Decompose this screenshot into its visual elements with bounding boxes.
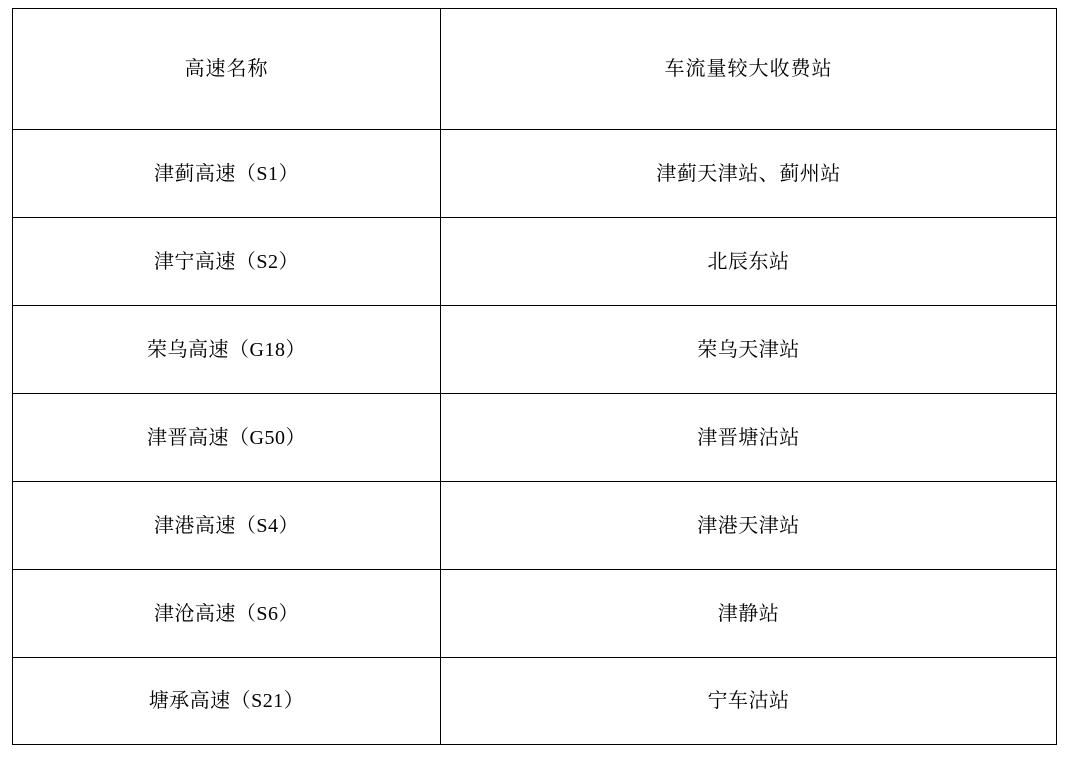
cell-highway-name: 津沧高速（S6） [13, 570, 441, 658]
table-row [13, 394, 1057, 482]
column-header-toll-station: 车流量较大收费站 [441, 9, 1057, 130]
cell-toll-station: 宁车沽站 [441, 658, 1057, 745]
cell-toll-station: 荣乌天津站 [441, 306, 1057, 394]
cell-toll-station: 北辰东站 [441, 218, 1057, 306]
column-header-highway-name: 高速名称 [13, 9, 441, 130]
cell-toll-station: 津晋塘沽站 [441, 394, 1057, 482]
cell-highway-name: 塘承高速（S21） [13, 658, 441, 745]
table-row [13, 218, 1057, 306]
cell-toll-station: 津港天津站 [441, 482, 1057, 570]
cell-toll-station: 津蓟天津站、蓟州站 [441, 130, 1057, 218]
cell-highway-name: 荣乌高速（G18） [13, 306, 441, 394]
table-row [13, 306, 1057, 394]
table-row [13, 130, 1057, 218]
cell-highway-name: 津蓟高速（S1） [13, 130, 441, 218]
table-row [13, 570, 1057, 658]
cell-highway-name: 津港高速（S4） [13, 482, 441, 570]
cell-highway-name: 津宁高速（S2） [13, 218, 441, 306]
traffic-table-container [12, 8, 1056, 745]
table-body [13, 130, 1057, 745]
cell-toll-station: 津静站 [441, 570, 1057, 658]
table-row [13, 482, 1057, 570]
table-row [13, 658, 1057, 745]
table-header-row [13, 9, 1057, 130]
table-header [13, 9, 1057, 130]
traffic-table [12, 8, 1057, 745]
cell-highway-name: 津晋高速（G50） [13, 394, 441, 482]
